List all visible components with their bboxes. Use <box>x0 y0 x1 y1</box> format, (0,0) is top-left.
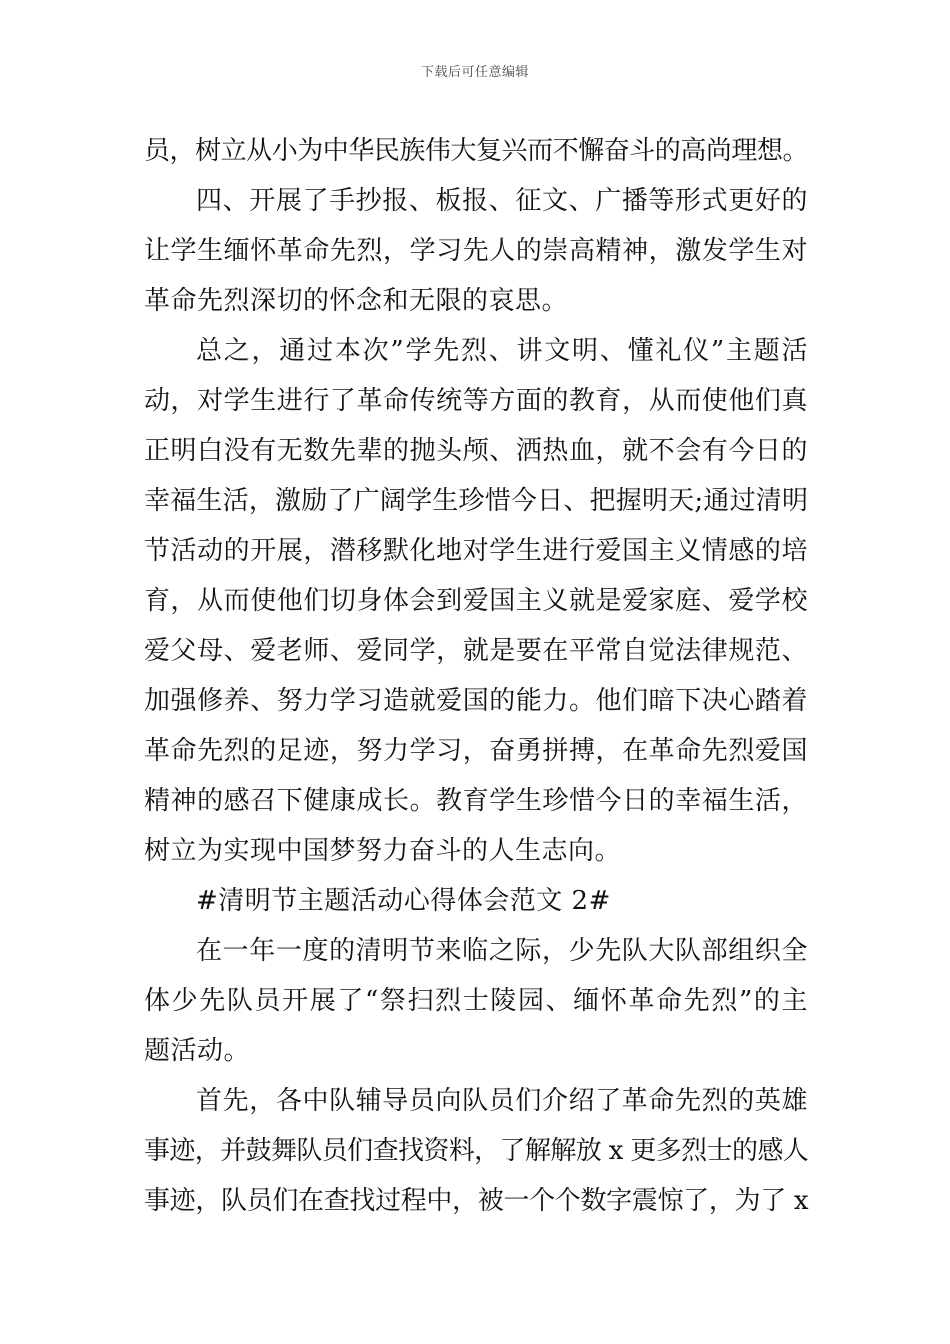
text-line: 动，对学生进行了革命传统等方面的教育，从而使他们真 <box>144 386 808 416</box>
paragraph-end-line: 题活动。 <box>144 1036 251 1066</box>
paragraph-end-line: 树立为实现中国梦努力奋斗的人生志向。 <box>144 836 622 866</box>
document-body <box>144 126 808 1226</box>
text-line: 育，从而使他们切身体会到爱国主义就是爱家庭、爱学校 <box>144 586 808 616</box>
text-line: 幸福生活，激励了广阔学生珍惜今日、把握明天;通过清明 <box>144 486 808 516</box>
text-line: 革命先烈的足迹，努力学习，奋勇拼搏，在革命先烈爱国 <box>144 736 808 766</box>
text-line: 事迹，队员们在查找过程中，被一个个数字震惊了，为了 x <box>144 1186 808 1216</box>
text-line: 让学生缅怀革命先烈，学习先人的崇高精神，激发学生对 <box>144 236 808 266</box>
text-line: 爱父母、爱老师、爱同学，就是要在平常自觉法律规范、 <box>144 636 808 666</box>
text-line: 节活动的开展，潜移默化地对学生进行爱国主义情感的培 <box>144 536 808 566</box>
section-heading: #清明节主题活动心得体会范文 2# <box>196 886 611 916</box>
paragraph-end-line: 革命先烈深切的怀念和无限的哀思。 <box>144 286 569 316</box>
page-header-note: 下载后可任意编辑 <box>420 65 529 80</box>
text-line: 事迹，并鼓舞队员们查找资料，了解解放 x 更多烈士的感人 <box>144 1136 808 1166</box>
text-line: 员，树立从小为中华民族伟大复兴而不懈奋斗的高尚理想。 <box>144 136 808 166</box>
text-line: 体少先队员开展了“祭扫烈士陵园、缅怀革命先烈”的主 <box>144 986 808 1016</box>
paragraph-start-line: 在一年一度的清明节来临之际，少先队大队部组织全 <box>196 936 808 966</box>
text-line: 正明白没有无数先辈的抛头颅、洒热血，就不会有今日的 <box>144 436 808 466</box>
text-line: 加强修养、努力学习造就爱国的能力。他们暗下决心踏着 <box>144 686 808 716</box>
paragraph-start-line: 总之，通过本次”学先烈、讲文明、懂礼仪”主题活 <box>196 336 808 366</box>
paragraph-start-line: 首先，各中队辅导员向队员们介绍了革命先烈的英雄 <box>196 1086 808 1116</box>
paragraph-start-line: 四、开展了手抄报、板报、征文、广播等形式更好的 <box>196 186 808 216</box>
text-line: 精神的感召下健康成长。教育学生珍惜今日的幸福生活， <box>144 786 808 816</box>
